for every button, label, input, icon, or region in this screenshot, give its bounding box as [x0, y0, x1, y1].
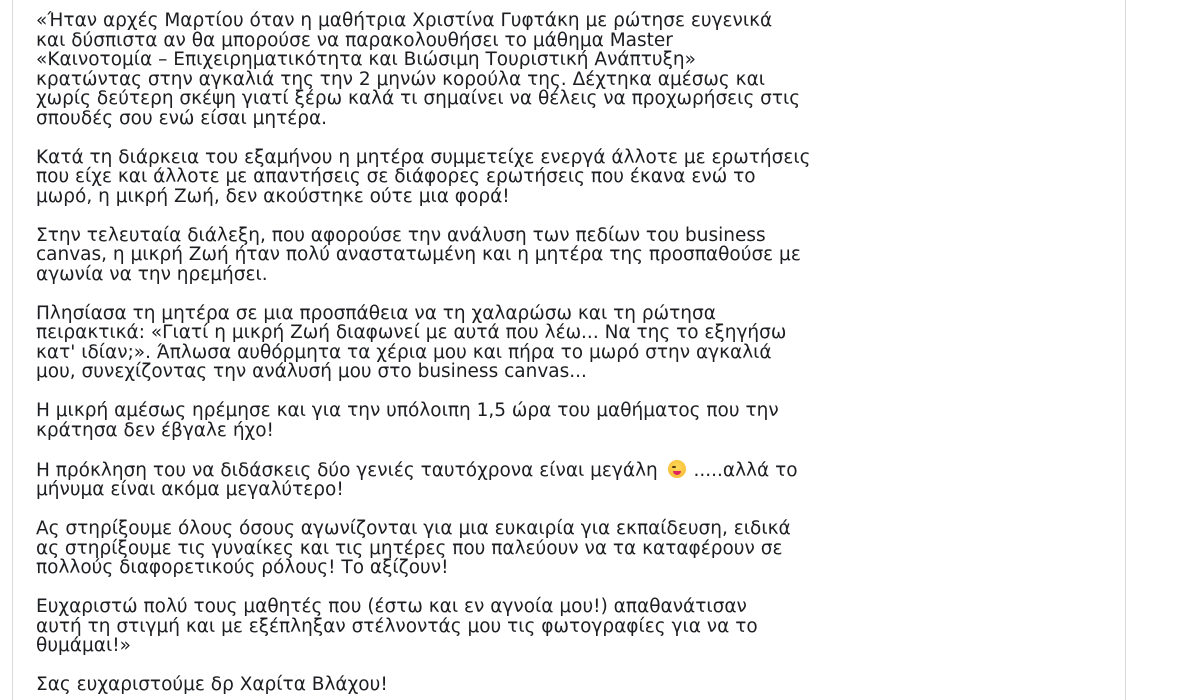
text-segment: Η πρόκληση του να διδάσκεις δύο γενιές ταυτόχρονα είναι μεγάλη — [36, 459, 664, 481]
paragraph-1 — [36, 11, 1106, 128]
text-line: αγωνία να την ηρεμήσει. — [36, 263, 268, 285]
text-line: μωρό, η μικρή Ζωή, δεν ακούστηκε ούτε μια φορά! — [36, 185, 510, 207]
paragraph-9 — [36, 675, 1106, 695]
paragraph-2 — [36, 148, 1106, 207]
paragraph-3 — [36, 226, 1106, 285]
text-line: και δύσπιστα αν θα μπορούσε να παρακολουθήσει το μάθημα Master — [36, 29, 673, 51]
text-line: κατ' ιδίαν;». Άπλωσα αυθόρμητα τα χέρια μου και πήρα το μωρό στην αγκαλιά — [36, 341, 772, 363]
text-line: Ας στηρίξουμε όλους όσους αγωνίζονται για μια ευκαιρία για εκπαίδευση, ειδικά — [36, 518, 791, 539]
right-divider — [1125, 0, 1126, 700]
paragraph-4 — [36, 304, 1106, 382]
text-segment: .....αλλά το — [687, 459, 798, 481]
text-line: θυμάμαι!» — [36, 635, 131, 656]
text-line: αυτή τη στιγμή και με εξέπληξαν στέλνοντάς μου τις φωτογραφίες για να το — [36, 615, 758, 637]
text-line: ας στηρίξουμε τις γυναίκες και τις μητέρες που παλεύουν να τα καταφέρουν σε — [36, 537, 783, 559]
text-line: Κατά τη διάρκεια του εξαμήνου η μητέρα συμμετείχε ενεργά άλλοτε με ερωτήσεις — [36, 146, 811, 168]
text-line: μου, συνεχίζοντας την ανάλυσή μου στο business canvas... — [36, 361, 587, 382]
text-line: «Ήταν αρχές Μαρτίου όταν η μαθήτρια Χριστίνα Γυφτάκη με ρώτησε ευγενικά — [36, 10, 773, 31]
text-line: Η μικρή αμέσως ηρέμησε και για την υπόλοιπη 1,5 ώρα του μαθήματος που την — [36, 400, 779, 421]
paragraph-8 — [36, 597, 1106, 656]
text-line: Πλησίασα τη μητέρα σε μια προσπάθεια να τη χαλαρώσω και τη ρώτησα — [36, 302, 716, 324]
paragraph-5 — [36, 401, 1106, 440]
text-line: που είχε και άλλοτε με απαντήσεις σε διάφορες ερωτήσεις που έκανα ενώ το — [36, 166, 756, 187]
text-line: χωρίς δεύτερη σκέψη γιατί ξέρω καλά τι σημαίνει να θέλεις να προχωρήσεις στις — [36, 88, 801, 109]
winking-tongue-face-icon — [668, 460, 686, 478]
text-line: σπουδές σου ενώ είσαι μητέρα. — [36, 107, 328, 129]
text-line: πειρακτικά: «Γιατί η μικρή Ζωή διαφωνεί με αυτά που λέω... Να της το εξηγήσω — [36, 322, 787, 343]
text-line: κράτησα δεν έβγαλε ήχο! — [36, 419, 274, 441]
text-line: Σας ευχαριστούμε δρ Χαρίτα Βλάχου! — [36, 674, 388, 695]
post-body — [36, 11, 1106, 700]
text-line: κρατώντας στην αγκαλιά της την 2 μηνών κορούλα της. Δέχτηκα αμέσως και — [36, 68, 766, 90]
left-divider — [12, 0, 13, 700]
paragraph-7 — [36, 519, 1106, 578]
text-line: «Καινοτομία – Επιχειρηματικότητα και Βιώσιμη Τουριστική Ανάπτυξη» — [36, 49, 696, 70]
text-line: πολλούς διαφορετικούς ρόλους! Το αξίζουν! — [36, 557, 449, 578]
text-line: Στην τελευταία διάλεξη, που αφορούσε την ανάλυση των πεδίων του business — [36, 224, 766, 246]
text-line: Ευχαριστώ πολύ τους μαθητές που (έστω και εν αγνοία μου!) απαθανάτισαν — [36, 596, 747, 617]
text-line — [36, 460, 1106, 481]
paragraph-6 — [36, 460, 1106, 500]
text-line: μήνυμα είναι ακόμα μεγαλύτερο! — [36, 479, 344, 500]
text-line: canvas, η μικρή Ζωή ήταν πολύ αναστατωμένη και η μητέρα της προσπαθούσε με — [36, 244, 801, 265]
